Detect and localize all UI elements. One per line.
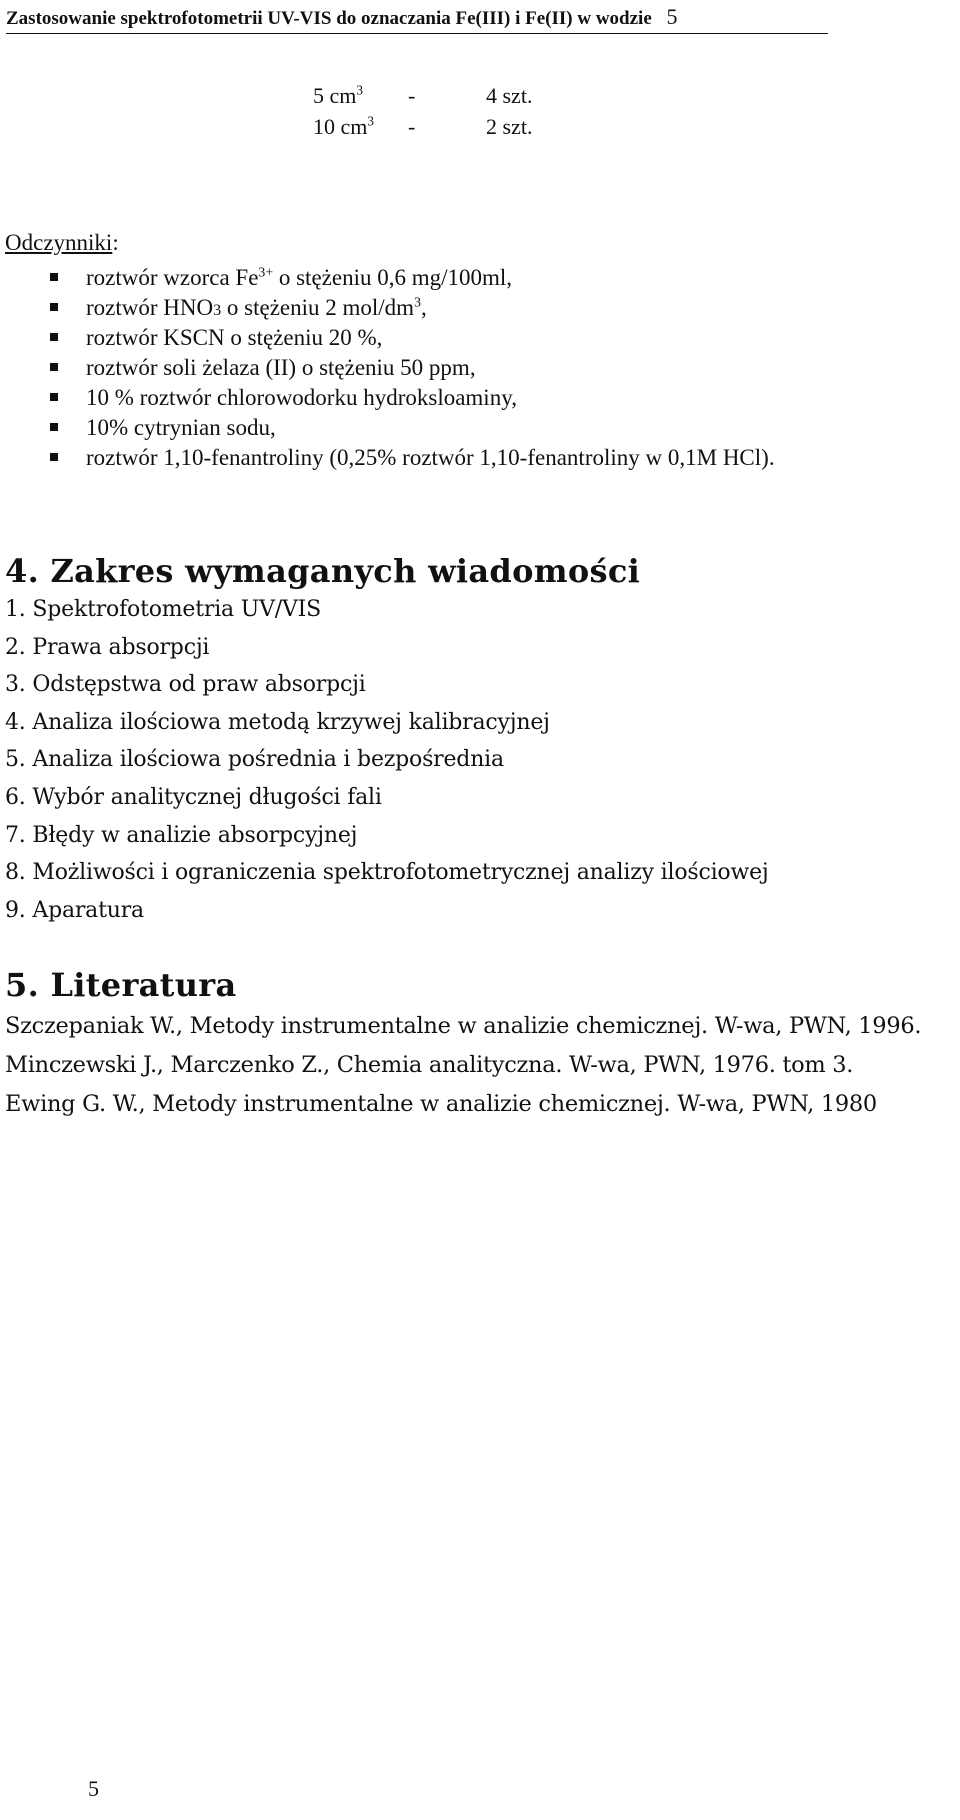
square-bullet-icon <box>50 303 58 311</box>
square-bullet-icon <box>50 423 58 431</box>
topic-item: 1. Spektrofotometria UV/VIS <box>5 597 322 622</box>
section-5-heading: 5. Literatura <box>5 966 237 1004</box>
square-bullet-icon <box>50 333 58 341</box>
square-bullet-icon <box>50 393 58 401</box>
glassware-count: 4 szt. <box>486 83 533 108</box>
topic-item: 3. Odstępstwa od praw absorpcji <box>5 672 366 698</box>
glassware-volume: 10 $cm^3$ <box>313 113 374 139</box>
reagent-item: roztwór soli żelaza (II) o stężeniu 50 ppm, <box>0 355 775 385</box>
reagent-item: roztwór KSCN o stężeniu 20 %, <box>0 325 775 355</box>
square-bullet-icon <box>50 273 58 281</box>
running-header <box>6 4 828 34</box>
glassware-count: 2 szt. <box>486 114 533 139</box>
square-bullet-icon <box>50 363 58 371</box>
header-page-number: 5 <box>666 4 678 29</box>
topic-item: 6. Wybór analitycznej długości fali <box>5 784 382 810</box>
glassware-volume: 5 $cm^3$ <box>313 82 363 108</box>
glassware-dash: - <box>408 83 416 108</box>
topic-item: 7. Błędy w analizie absorpcyjnej <box>5 822 358 848</box>
topic-item: 8. Możliwości i ograniczenia spektrofotometrycznej analizy ilościowej <box>5 860 769 886</box>
glassware-row <box>313 114 532 140</box>
reagents-list <box>0 265 775 475</box>
square-bullet-icon <box>50 453 58 461</box>
reagent-item: roztwór HNO3 o stężeniu 2 mol/$dm^3$, <box>0 295 775 325</box>
literature-item: Szczepaniak W., Metody instrumentalne w analizie chemicznej. W-wa, PWN, 1996. <box>5 1013 922 1039</box>
topic-item: 9. Aparatura <box>5 897 144 923</box>
section-4-list <box>5 597 769 935</box>
topic-item: 2. Prawa absorpcji <box>5 634 210 660</box>
reagents-heading: Odczynniki: <box>5 230 119 255</box>
section-4-heading: 4. Zakres wymaganych wiadomości <box>5 552 641 590</box>
topic-item: 5. Analiza ilościowa pośrednia i bezpośrednia <box>5 747 504 773</box>
literature-list <box>5 1013 921 1130</box>
reagent-item: 10 % roztwór chlorowodorku hydroksloaminy, <box>0 385 775 415</box>
footer-page-number: 5 <box>88 1776 99 1801</box>
header-title: Zastosowanie spektrofotometrii UV-VIS do oznaczania Fe(III) i Fe(II) w wodzie <box>6 8 652 29</box>
reagent-item: 10% cytrynian sodu, <box>0 415 775 445</box>
glassware-row <box>313 83 532 109</box>
glassware-dash: - <box>408 114 416 139</box>
reagent-item: roztwór 1,10-fenantroliny (0,25% roztwór 1,10-fenantroliny w 0,1M HCl). <box>0 445 775 475</box>
literature-item: Ewing G. W., Metody instrumentalne w analizie chemicznej. W-wa, PWN, 1980 <box>5 1091 877 1117</box>
topic-item: 4. Analiza ilościowa metodą krzywej kalibracyjnej <box>5 709 550 735</box>
literature-item: Minczewski J., Marczenko Z., Chemia analityczna. W-wa, PWN, 1976. tom 3. <box>5 1052 854 1078</box>
reagent-item: roztwór wzorca $Fe^{3+}$ o stężeniu 0,6 mg/100ml, <box>0 265 775 295</box>
